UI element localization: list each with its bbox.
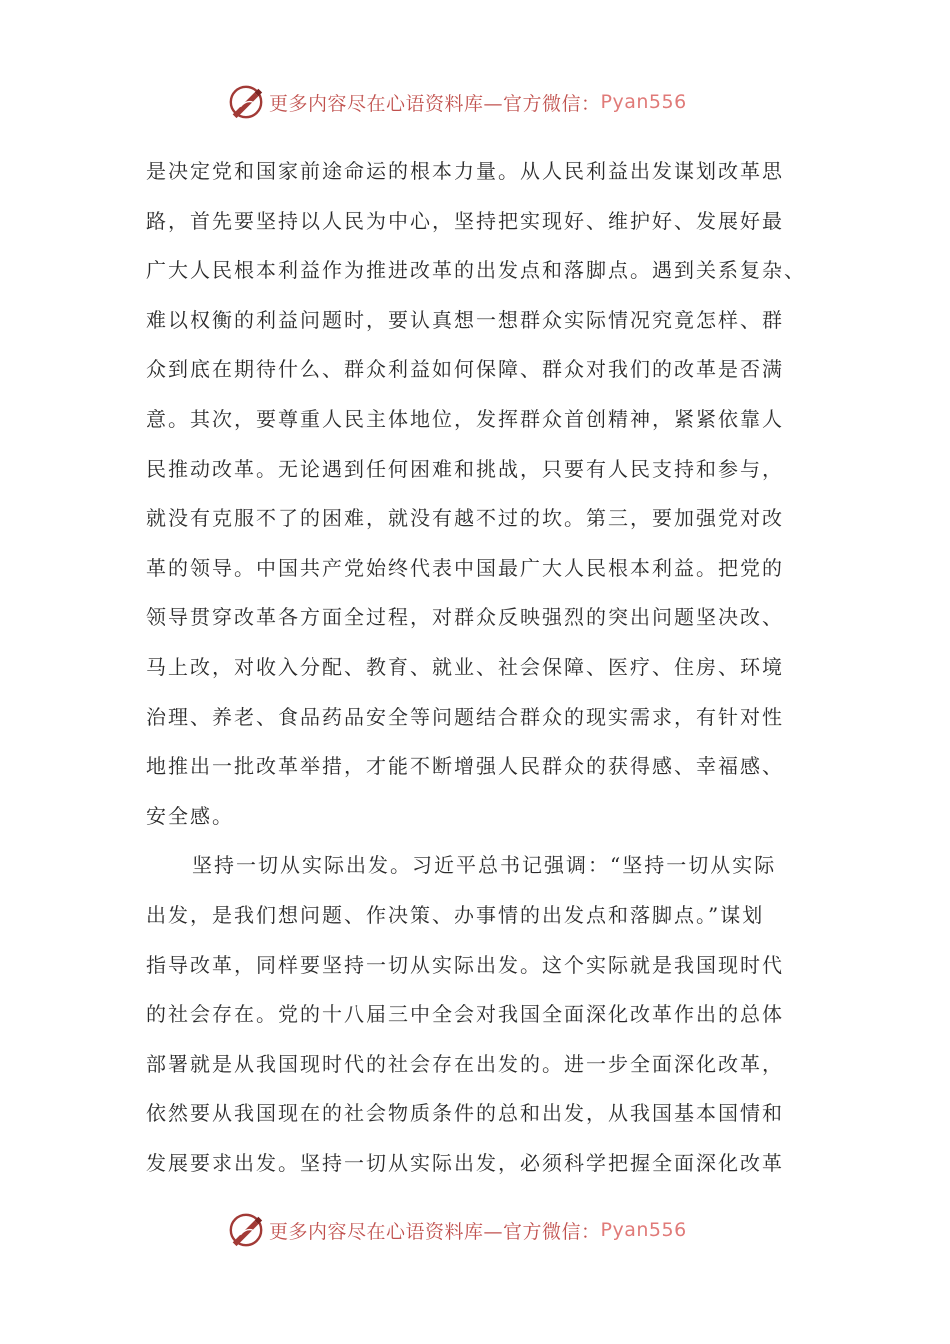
text-line: 路，首先要坚持以人民为中心，坚持把实现好、维护好、发展好最 — [146, 208, 784, 233]
text-line: 革的领导。中国共产党始终代表中国最广大人民根本利益。把党的 — [146, 555, 784, 580]
text-line: 是决定党和国家前途命运的根本力量。从人民利益出发谋划改革思 — [146, 159, 784, 183]
text-line: 的社会存在。党的十八届三中全会对我国全面深化改革作出的总体 — [146, 1002, 784, 1027]
header-banner-text: 更多内容尽在心语资料库—官方微信： — [269, 92, 601, 115]
text-line: 部署就是从我国现时代的社会存在出发的。进一步全面深化改革， — [146, 1051, 784, 1076]
text-line: 领导贯穿改革各方面全过程，对群众反映强烈的突出问题坚决改、 — [146, 605, 784, 630]
text-line: 出发，是我们想问题、作决策、办事情的出发点和落脚点。”谋划 — [146, 902, 765, 927]
footer-banner — [227, 1208, 687, 1252]
text-line: 难以权衡的利益问题时，要认真想一想群众实际情况究竟怎样、群 — [146, 307, 784, 332]
header-wechat-id: Pyan556 — [600, 91, 687, 113]
text-line: 意。其次，要尊重人民主体地位，发挥群众首创精神，紧紧依靠人 — [146, 406, 784, 431]
paragraph-start-line: 坚持一切从实际出发。习近平总书记强调：“坚持一切从实际 — [192, 853, 777, 878]
header-banner — [227, 80, 687, 124]
text-line: 民推动改革。无论遇到任何困难和挑战，只要有人民支持和参与， — [146, 456, 784, 481]
text-line: 广大人民根本利益作为推进改革的出发点和落脚点。遇到关系复杂、 — [146, 258, 806, 283]
pen-logo-icon — [227, 1211, 265, 1249]
text-line: 众到底在期待什么、群众利益如何保障、群众对我们的改革是否满 — [146, 357, 784, 382]
pen-logo-icon — [227, 83, 265, 121]
text-line: 指导改革，同样要坚持一切从实际出发。这个实际就是我国现时代 — [146, 952, 784, 977]
text-line: 就没有克服不了的困难，就没有越不过的坎。第三，要加强党对改 — [146, 506, 784, 531]
text-line: 地推出一批改革举措，才能不断增强人民群众的获得感、幸福感、 — [146, 754, 784, 779]
text-line: 马上改，对收入分配、教育、就业、社会保障、医疗、住房、环境 — [146, 654, 784, 679]
footer-wechat-id: Pyan556 — [600, 1219, 687, 1241]
text-line: 安全感。 — [146, 803, 234, 828]
document-body — [146, 147, 821, 1188]
text-line: 依然要从我国现在的社会物质条件的总和出发，从我国基本国情和 — [146, 1101, 784, 1126]
footer-banner-text: 更多内容尽在心语资料库—官方微信： — [269, 1220, 601, 1243]
text-line: 发展要求出发。坚持一切从实际出发，必须科学把握全面深化改革 — [146, 1150, 784, 1175]
text-line: 治理、养老、食品药品安全等问题结合群众的现实需求，有针对性 — [146, 704, 784, 729]
